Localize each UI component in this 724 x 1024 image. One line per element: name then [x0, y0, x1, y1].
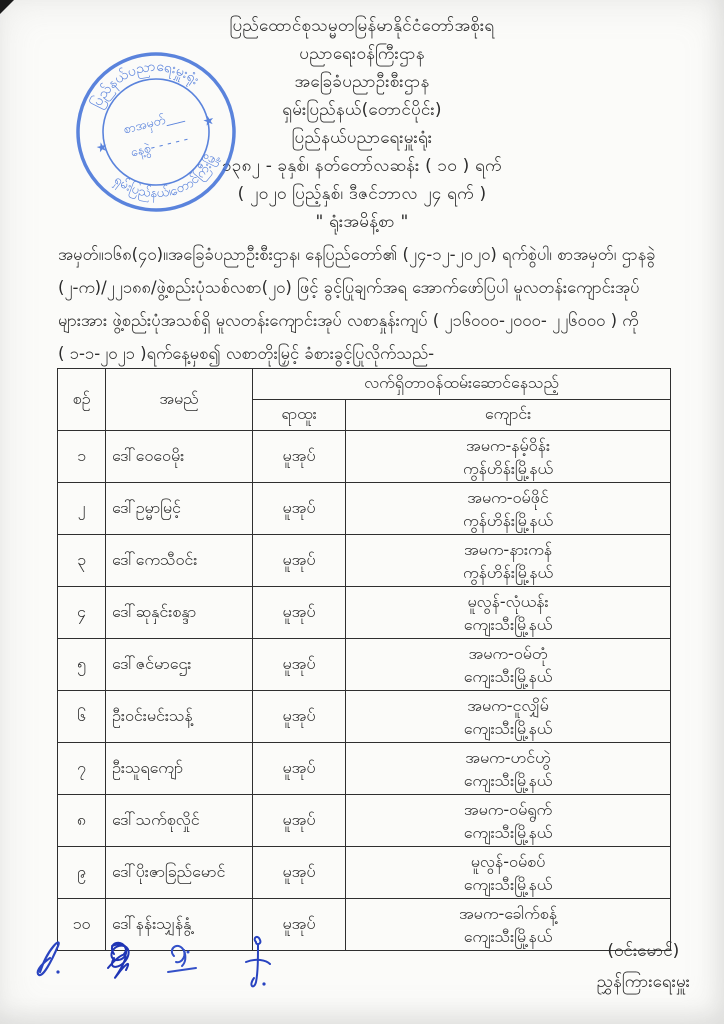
school-name: မူလွန်-လုံယန်း — [467, 591, 549, 611]
teacher-name: ဒေါ်ဥမ္မာမြင့် — [106, 483, 253, 535]
seal-letter-no-line: စာအမှတ်___ — [121, 107, 186, 137]
township-name: ကျေးသီးမြို့နယ် — [463, 770, 553, 790]
header-position: ရာထူး — [253, 400, 346, 431]
table-row — [58, 535, 671, 587]
teacher-name: ဒေါ်နန်းသျှန်နွံ့ — [106, 899, 253, 951]
myanmar-calendar-date: ၁၃၈၂ - ခုနှစ်၊ နတ်တော်လဆန်း ( ၁၀ ) ရက် — [222, 156, 502, 176]
header-name: အမည် — [106, 369, 253, 431]
township-name: ကျေးသီးမြို့နယ် — [463, 666, 553, 686]
row-number: ၄ — [58, 587, 106, 639]
table-row — [58, 587, 671, 639]
office-title: ပြည်နယ်ပညာရေးမှူးရုံး — [291, 128, 433, 148]
table-row — [58, 639, 671, 691]
teacher-position: မူအုပ် — [253, 587, 346, 639]
row-number: ၂ — [58, 483, 106, 535]
teacher-position: မူအုပ် — [253, 535, 346, 587]
teacher-school — [346, 743, 671, 795]
body-line: များအား ဖွဲ့စည်းပုံအသစ်ရှိ မူလတန်းကျောင်းအုပ် လစာနှုန်းကျပ် ( ၂၁၆၀၀၀-၂၀၀၀- ၂၂၆၀၀၀ ) ကို — [58, 311, 639, 330]
township-name: ကွန်ဟိန်းမြို့နယ် — [462, 562, 554, 582]
row-number: ၈ — [58, 795, 106, 847]
seal-star-right: ★ — [201, 112, 217, 131]
department-title: အခြေခံပညာဦးစီးဌာန — [294, 72, 430, 92]
signatures-graphic — [28, 928, 308, 1000]
school-name: အမက-နားကန် — [463, 539, 553, 559]
teacher-school — [346, 795, 671, 847]
table-row — [58, 743, 671, 795]
township-name: ကျေးသီးမြို့နယ် — [463, 822, 553, 842]
school-name: မူလွန်-ဝမ်စပ် — [470, 851, 546, 871]
signatory-block — [597, 936, 690, 998]
table-header — [58, 369, 671, 431]
teacher-roster-table — [57, 368, 671, 951]
ministry-title: ပညာရေးဝန်ကြီးဌာန — [299, 44, 425, 64]
table-row — [58, 795, 671, 847]
signatory-name: (ဝင်းမောင်) — [607, 941, 680, 961]
government-title: ပြည်ထောင်စုသမ္မတမြန်မာနိုင်ငံတော်အစိုးရ — [229, 16, 495, 36]
teacher-name: ဒေါ်ပိုးဇာခြည်မောင် — [106, 847, 253, 899]
row-number: ၆ — [58, 691, 106, 743]
row-number: ၃ — [58, 535, 106, 587]
teacher-name: ဒေါ်သက်စုလှိုင် — [106, 795, 253, 847]
teacher-name: ဒေါ်ဝေဝေမိုး — [106, 431, 253, 483]
teacher-position: မူအုပ် — [253, 847, 346, 899]
township-name: ကျေးသီးမြို့နယ် — [463, 614, 553, 634]
header-current-duty: လက်ရှိတာဝန်ထမ်းဆောင်နေသည့် — [253, 369, 671, 400]
body-line: (၂-က)/၂၂၁၈၈/ဖွဲ့စည်းပုံသစ်လစာ(၂၀) ဖြင့် ခွင့်ပြုချက်အရ အောက်ဖော်ပြပါ မူလတန်းကျောင်းအုပ် — [58, 278, 640, 297]
signature-scribble-2 — [108, 943, 129, 978]
school-name: အမက-နမ့်ဝိန်း — [466, 435, 551, 455]
signatory-title: ညွှန်ကြားရေးမှူး — [596, 972, 690, 992]
teacher-school — [346, 431, 671, 483]
signature-scribble-1 — [38, 942, 60, 975]
teacher-school — [346, 847, 671, 899]
teacher-position: မူအုပ် — [253, 795, 346, 847]
township-name: ကွန်ဟိန်းမြို့နယ် — [462, 458, 554, 478]
body-line: ( ၁-၁-၂၀၂၁ )ရက်နေ့မှစ၍ လစာတိုးမြှင့် ခံစားခွင့်ပြုလိုက်သည်- — [58, 344, 435, 363]
approval-signatures — [28, 928, 308, 1000]
header-school: ကျောင်း — [346, 400, 671, 431]
seal-date-line: နေ့စွဲ- - - - - — [128, 130, 190, 160]
table-row — [58, 847, 671, 899]
signature-scribble-3 — [168, 946, 196, 972]
school-name: အမက-ငူလျှိမ် — [467, 695, 549, 715]
teacher-school — [346, 691, 671, 743]
teacher-position: မူအုပ် — [253, 431, 346, 483]
teacher-name: ဦးသူရကျော် — [106, 743, 253, 795]
teacher-name: ဒေါ်ကေသီဝင်း — [106, 535, 253, 587]
seal-bottom-arc-text: ရှမ်းပြည်နယ်၊တောင်ကြီးမြို့ — [111, 150, 221, 202]
teacher-position: မူအုပ် — [253, 743, 346, 795]
teacher-school — [346, 639, 671, 691]
school-name: အမက-ဝမ်တုံ — [468, 643, 548, 663]
teacher-name: ဒေါ်ဇင်မာဌေး — [106, 639, 253, 691]
township-name: ကျေးသီးမြို့နယ် — [463, 718, 553, 738]
header-no: စဉ် — [58, 369, 106, 431]
document-type-label: " ရုံးအမိန့်စာ " — [315, 212, 409, 232]
state-title: ရှမ်းပြည်နယ်(တောင်ပိုင်း) — [282, 100, 442, 120]
school-name: အမက-ခေါက်စန့် — [458, 903, 558, 923]
row-number: ၉ — [58, 847, 106, 899]
township-name: ကျေးသီးမြို့နယ် — [463, 874, 553, 894]
row-number: ၁၀ — [58, 899, 106, 951]
table-row — [58, 691, 671, 743]
township-name: ကျေးသီးမြို့နယ် — [463, 926, 553, 946]
order-body-paragraph — [58, 238, 670, 370]
teacher-position: မူအုပ် — [253, 899, 346, 951]
seal-top-arc-text: ပြည်နယ်ပညာရေးမှူးရုံး — [88, 58, 202, 111]
gregorian-date: ( ၂၀၂၀ ပြည့်နှစ်၊ ဒီဇင်ဘာလ ၂၄ ရက် ) — [237, 184, 487, 204]
roster-table-body — [58, 431, 671, 951]
school-name: အမက-ဝမ်ဖိုင် — [467, 487, 549, 507]
school-name: အမက-ဝမ်ရွက် — [463, 799, 553, 819]
township-name: ကွန်ဟိန်းမြို့နယ် — [462, 510, 554, 530]
teacher-position: မူအုပ် — [253, 639, 346, 691]
teacher-name: ဦးဝင်းမင်းသန့် — [106, 691, 253, 743]
teacher-name: ဒေါ်ဆုနှင်းစန္ဒာ — [106, 587, 253, 639]
seal-star-left: ★ — [94, 139, 110, 157]
teacher-school — [346, 483, 671, 535]
teacher-position: မူအုပ် — [253, 691, 346, 743]
table-row — [58, 431, 671, 483]
body-line: အမှတ်။၁၆၈(၄၀)။အခြေခံပညာဦးစီးဌာန၊ နေပြည်တော်၏ (၂၄-၁၂-၂၀၂၀) ရက်စွဲပါ၊ စာအမှတ်၊ ဌာနခွဲ — [58, 245, 656, 264]
teacher-position: မူအုပ် — [253, 483, 346, 535]
school-name: အမက-ဟင်ဟွဲ — [465, 747, 551, 767]
teacher-school — [346, 587, 671, 639]
row-number: ၇ — [58, 743, 106, 795]
table-row — [58, 483, 671, 535]
row-number: ၅ — [58, 639, 106, 691]
row-number: ၁ — [58, 431, 106, 483]
signature-scribble-4 — [246, 937, 270, 986]
teacher-school — [346, 535, 671, 587]
